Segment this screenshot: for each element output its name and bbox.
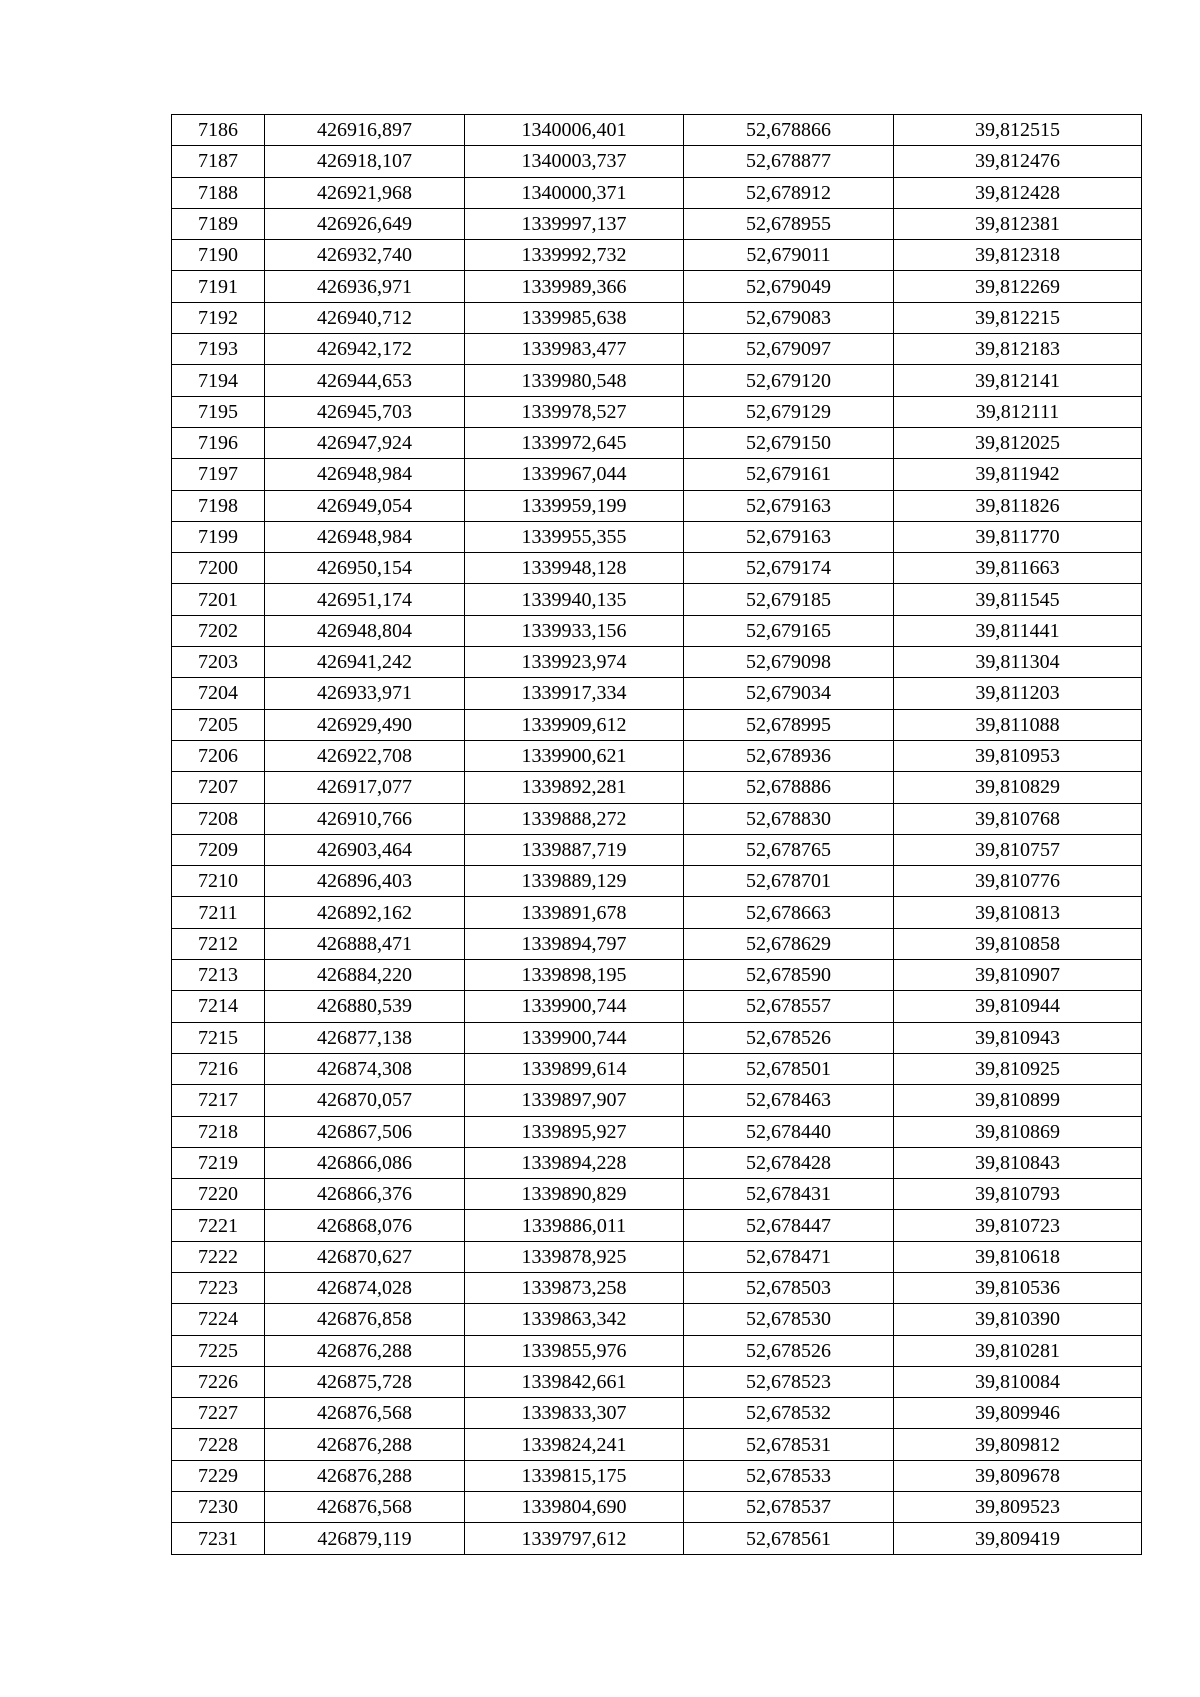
point-number-cell: 7196 — [172, 427, 265, 458]
table-row — [172, 960, 1142, 991]
point-number-cell: 7198 — [172, 490, 265, 521]
point-number-cell: 7190 — [172, 240, 265, 271]
point-number-cell: 7191 — [172, 271, 265, 302]
point-number-cell: 7217 — [172, 1085, 265, 1116]
table-row — [172, 1492, 1142, 1523]
x-coordinate-cell: 426876,568 — [265, 1492, 465, 1523]
point-number-cell: 7203 — [172, 647, 265, 678]
longitude-cell: 39,809523 — [894, 1492, 1142, 1523]
y-coordinate-cell: 1339933,156 — [465, 615, 684, 646]
table-row — [172, 1053, 1142, 1084]
longitude-cell: 39,811088 — [894, 709, 1142, 740]
table-row — [172, 1398, 1142, 1429]
table-row — [172, 459, 1142, 490]
x-coordinate-cell: 426866,086 — [265, 1147, 465, 1178]
y-coordinate-cell: 1339955,355 — [465, 521, 684, 552]
longitude-cell: 39,812269 — [894, 271, 1142, 302]
latitude-cell: 52,679163 — [684, 521, 894, 552]
latitude-cell: 52,679185 — [684, 584, 894, 615]
y-coordinate-cell: 1339917,334 — [465, 678, 684, 709]
point-number-cell: 7211 — [172, 897, 265, 928]
latitude-cell: 52,678866 — [684, 115, 894, 146]
x-coordinate-cell: 426929,490 — [265, 709, 465, 740]
x-coordinate-cell: 426910,766 — [265, 803, 465, 834]
point-number-cell: 7204 — [172, 678, 265, 709]
x-coordinate-cell: 426879,119 — [265, 1523, 465, 1554]
table-row — [172, 1460, 1142, 1491]
table-row — [172, 678, 1142, 709]
x-coordinate-cell: 426918,107 — [265, 146, 465, 177]
latitude-cell: 52,678877 — [684, 146, 894, 177]
y-coordinate-cell: 1339948,128 — [465, 553, 684, 584]
y-coordinate-cell: 1339980,548 — [465, 365, 684, 396]
latitude-cell: 52,678428 — [684, 1147, 894, 1178]
latitude-cell: 52,679049 — [684, 271, 894, 302]
table-row — [172, 1179, 1142, 1210]
table-row — [172, 1210, 1142, 1241]
longitude-cell: 39,810723 — [894, 1210, 1142, 1241]
latitude-cell: 52,678530 — [684, 1304, 894, 1335]
point-number-cell: 7231 — [172, 1523, 265, 1554]
point-number-cell: 7209 — [172, 834, 265, 865]
point-number-cell: 7187 — [172, 146, 265, 177]
latitude-cell: 52,678532 — [684, 1398, 894, 1429]
table-row — [172, 302, 1142, 333]
table-row — [172, 866, 1142, 897]
longitude-cell: 39,812515 — [894, 115, 1142, 146]
table-row — [172, 803, 1142, 834]
table-row — [172, 396, 1142, 427]
y-coordinate-cell: 1339842,661 — [465, 1366, 684, 1397]
y-coordinate-cell: 1339899,614 — [465, 1053, 684, 1084]
point-number-cell: 7207 — [172, 772, 265, 803]
latitude-cell: 52,679097 — [684, 334, 894, 365]
point-number-cell: 7213 — [172, 960, 265, 991]
latitude-cell: 52,678557 — [684, 991, 894, 1022]
point-number-cell: 7216 — [172, 1053, 265, 1084]
point-number-cell: 7205 — [172, 709, 265, 740]
x-coordinate-cell: 426876,568 — [265, 1398, 465, 1429]
table-row — [172, 1429, 1142, 1460]
y-coordinate-cell: 1339923,974 — [465, 647, 684, 678]
x-coordinate-cell: 426940,712 — [265, 302, 465, 333]
longitude-cell: 39,812476 — [894, 146, 1142, 177]
point-number-cell: 7214 — [172, 991, 265, 1022]
latitude-cell: 52,678886 — [684, 772, 894, 803]
latitude-cell: 52,678431 — [684, 1179, 894, 1210]
point-number-cell: 7192 — [172, 302, 265, 333]
table-row — [172, 1241, 1142, 1272]
y-coordinate-cell: 1339900,621 — [465, 740, 684, 771]
x-coordinate-cell: 426867,506 — [265, 1116, 465, 1147]
y-coordinate-cell: 1339898,195 — [465, 960, 684, 991]
table-row — [172, 772, 1142, 803]
y-coordinate-cell: 1340006,401 — [465, 115, 684, 146]
y-coordinate-cell: 1339894,797 — [465, 928, 684, 959]
latitude-cell: 52,679098 — [684, 647, 894, 678]
x-coordinate-cell: 426874,028 — [265, 1272, 465, 1303]
y-coordinate-cell: 1339855,976 — [465, 1335, 684, 1366]
latitude-cell: 52,678503 — [684, 1272, 894, 1303]
longitude-cell: 39,809946 — [894, 1398, 1142, 1429]
y-coordinate-cell: 1339873,258 — [465, 1272, 684, 1303]
y-coordinate-cell: 1339967,044 — [465, 459, 684, 490]
y-coordinate-cell: 1339895,927 — [465, 1116, 684, 1147]
x-coordinate-cell: 426876,288 — [265, 1460, 465, 1491]
y-coordinate-cell: 1340003,737 — [465, 146, 684, 177]
table-row — [172, 1304, 1142, 1335]
table-row — [172, 1147, 1142, 1178]
longitude-cell: 39,810813 — [894, 897, 1142, 928]
table-row — [172, 208, 1142, 239]
longitude-cell: 39,810869 — [894, 1116, 1142, 1147]
x-coordinate-cell: 426936,971 — [265, 271, 465, 302]
longitude-cell: 39,812215 — [894, 302, 1142, 333]
table-row — [172, 897, 1142, 928]
x-coordinate-cell: 426948,804 — [265, 615, 465, 646]
latitude-cell: 52,678526 — [684, 1022, 894, 1053]
point-number-cell: 7200 — [172, 553, 265, 584]
table-row — [172, 177, 1142, 208]
y-coordinate-cell: 1339978,527 — [465, 396, 684, 427]
x-coordinate-cell: 426949,054 — [265, 490, 465, 521]
y-coordinate-cell: 1339863,342 — [465, 1304, 684, 1335]
table-row — [172, 740, 1142, 771]
y-coordinate-cell: 1339897,907 — [465, 1085, 684, 1116]
x-coordinate-cell: 426875,728 — [265, 1366, 465, 1397]
point-number-cell: 7220 — [172, 1179, 265, 1210]
x-coordinate-cell: 426926,649 — [265, 208, 465, 239]
latitude-cell: 52,679129 — [684, 396, 894, 427]
longitude-cell: 39,810757 — [894, 834, 1142, 865]
x-coordinate-cell: 426888,471 — [265, 928, 465, 959]
longitude-cell: 39,810793 — [894, 1179, 1142, 1210]
y-coordinate-cell: 1339887,719 — [465, 834, 684, 865]
longitude-cell: 39,810776 — [894, 866, 1142, 897]
latitude-cell: 52,678936 — [684, 740, 894, 771]
longitude-cell: 39,810768 — [894, 803, 1142, 834]
longitude-cell: 39,810084 — [894, 1366, 1142, 1397]
point-number-cell: 7222 — [172, 1241, 265, 1272]
y-coordinate-cell: 1339972,645 — [465, 427, 684, 458]
longitude-cell: 39,812318 — [894, 240, 1142, 271]
x-coordinate-cell: 426951,174 — [265, 584, 465, 615]
point-number-cell: 7219 — [172, 1147, 265, 1178]
longitude-cell: 39,810953 — [894, 740, 1142, 771]
point-number-cell: 7230 — [172, 1492, 265, 1523]
latitude-cell: 52,679120 — [684, 365, 894, 396]
longitude-cell: 39,812428 — [894, 177, 1142, 208]
x-coordinate-cell: 426874,308 — [265, 1053, 465, 1084]
longitude-cell: 39,809419 — [894, 1523, 1142, 1554]
x-coordinate-cell: 426942,172 — [265, 334, 465, 365]
x-coordinate-cell: 426876,858 — [265, 1304, 465, 1335]
table-row — [172, 115, 1142, 146]
point-number-cell: 7228 — [172, 1429, 265, 1460]
longitude-cell: 39,810925 — [894, 1053, 1142, 1084]
point-number-cell: 7210 — [172, 866, 265, 897]
y-coordinate-cell: 1339804,690 — [465, 1492, 684, 1523]
table-row — [172, 1116, 1142, 1147]
longitude-cell: 39,810858 — [894, 928, 1142, 959]
longitude-cell: 39,812025 — [894, 427, 1142, 458]
table-row — [172, 709, 1142, 740]
x-coordinate-cell: 426896,403 — [265, 866, 465, 897]
point-number-cell: 7202 — [172, 615, 265, 646]
latitude-cell: 52,678537 — [684, 1492, 894, 1523]
table-row — [172, 1335, 1142, 1366]
table-row — [172, 1366, 1142, 1397]
latitude-cell: 52,678561 — [684, 1523, 894, 1554]
latitude-cell: 52,679165 — [684, 615, 894, 646]
latitude-cell: 52,678533 — [684, 1460, 894, 1491]
longitude-cell: 39,811203 — [894, 678, 1142, 709]
point-number-cell: 7218 — [172, 1116, 265, 1147]
longitude-cell: 39,812141 — [894, 365, 1142, 396]
table-row — [172, 834, 1142, 865]
y-coordinate-cell: 1339886,011 — [465, 1210, 684, 1241]
x-coordinate-cell: 426941,242 — [265, 647, 465, 678]
longitude-cell: 39,810943 — [894, 1022, 1142, 1053]
y-coordinate-cell: 1339900,744 — [465, 991, 684, 1022]
point-number-cell: 7189 — [172, 208, 265, 239]
point-number-cell: 7195 — [172, 396, 265, 427]
x-coordinate-cell: 426884,220 — [265, 960, 465, 991]
x-coordinate-cell: 426948,984 — [265, 459, 465, 490]
point-number-cell: 7215 — [172, 1022, 265, 1053]
longitude-cell: 39,811663 — [894, 553, 1142, 584]
longitude-cell: 39,811545 — [894, 584, 1142, 615]
x-coordinate-cell: 426870,057 — [265, 1085, 465, 1116]
longitude-cell: 39,811770 — [894, 521, 1142, 552]
point-number-cell: 7186 — [172, 115, 265, 146]
point-number-cell: 7212 — [172, 928, 265, 959]
y-coordinate-cell: 1339989,366 — [465, 271, 684, 302]
y-coordinate-cell: 1339983,477 — [465, 334, 684, 365]
x-coordinate-cell: 426950,154 — [265, 553, 465, 584]
y-coordinate-cell: 1339997,137 — [465, 208, 684, 239]
y-coordinate-cell: 1339940,135 — [465, 584, 684, 615]
longitude-cell: 39,810536 — [894, 1272, 1142, 1303]
coordinates-table-body — [172, 115, 1142, 1555]
point-number-cell: 7193 — [172, 334, 265, 365]
table-row — [172, 928, 1142, 959]
longitude-cell: 39,811441 — [894, 615, 1142, 646]
point-number-cell: 7229 — [172, 1460, 265, 1491]
table-row — [172, 553, 1142, 584]
y-coordinate-cell: 1339985,638 — [465, 302, 684, 333]
latitude-cell: 52,679163 — [684, 490, 894, 521]
x-coordinate-cell: 426947,924 — [265, 427, 465, 458]
latitude-cell: 52,679034 — [684, 678, 894, 709]
point-number-cell: 7199 — [172, 521, 265, 552]
point-number-cell: 7197 — [172, 459, 265, 490]
y-coordinate-cell: 1339892,281 — [465, 772, 684, 803]
latitude-cell: 52,678523 — [684, 1366, 894, 1397]
latitude-cell: 52,678501 — [684, 1053, 894, 1084]
longitude-cell: 39,809678 — [894, 1460, 1142, 1491]
latitude-cell: 52,679174 — [684, 553, 894, 584]
y-coordinate-cell: 1339889,129 — [465, 866, 684, 897]
point-number-cell: 7223 — [172, 1272, 265, 1303]
point-number-cell: 7227 — [172, 1398, 265, 1429]
y-coordinate-cell: 1339890,829 — [465, 1179, 684, 1210]
longitude-cell: 39,809812 — [894, 1429, 1142, 1460]
table-row — [172, 1523, 1142, 1554]
y-coordinate-cell: 1339888,272 — [465, 803, 684, 834]
longitude-cell: 39,811826 — [894, 490, 1142, 521]
y-coordinate-cell: 1339878,925 — [465, 1241, 684, 1272]
latitude-cell: 52,678471 — [684, 1241, 894, 1272]
y-coordinate-cell: 1339797,612 — [465, 1523, 684, 1554]
x-coordinate-cell: 426916,897 — [265, 115, 465, 146]
latitude-cell: 52,678590 — [684, 960, 894, 991]
table-row — [172, 1085, 1142, 1116]
x-coordinate-cell: 426932,740 — [265, 240, 465, 271]
table-row — [172, 490, 1142, 521]
longitude-cell: 39,810899 — [894, 1085, 1142, 1116]
longitude-cell: 39,810390 — [894, 1304, 1142, 1335]
table-row — [172, 615, 1142, 646]
latitude-cell: 52,678463 — [684, 1085, 894, 1116]
latitude-cell: 52,678765 — [684, 834, 894, 865]
y-coordinate-cell: 1339900,744 — [465, 1022, 684, 1053]
x-coordinate-cell: 426933,971 — [265, 678, 465, 709]
longitude-cell: 39,810944 — [894, 991, 1142, 1022]
table-row — [172, 647, 1142, 678]
table-row — [172, 427, 1142, 458]
x-coordinate-cell: 426948,984 — [265, 521, 465, 552]
x-coordinate-cell: 426866,376 — [265, 1179, 465, 1210]
latitude-cell: 52,678526 — [684, 1335, 894, 1366]
y-coordinate-cell: 1339891,678 — [465, 897, 684, 928]
table-row — [172, 146, 1142, 177]
point-number-cell: 7226 — [172, 1366, 265, 1397]
longitude-cell: 39,810618 — [894, 1241, 1142, 1272]
latitude-cell: 52,678955 — [684, 208, 894, 239]
x-coordinate-cell: 426922,708 — [265, 740, 465, 771]
point-number-cell: 7188 — [172, 177, 265, 208]
point-number-cell: 7225 — [172, 1335, 265, 1366]
point-number-cell: 7194 — [172, 365, 265, 396]
latitude-cell: 52,678531 — [684, 1429, 894, 1460]
table-row — [172, 365, 1142, 396]
table-row — [172, 1022, 1142, 1053]
latitude-cell: 52,679161 — [684, 459, 894, 490]
point-number-cell: 7224 — [172, 1304, 265, 1335]
longitude-cell: 39,811304 — [894, 647, 1142, 678]
y-coordinate-cell: 1339815,175 — [465, 1460, 684, 1491]
longitude-cell: 39,810843 — [894, 1147, 1142, 1178]
latitude-cell: 52,678629 — [684, 928, 894, 959]
x-coordinate-cell: 426868,076 — [265, 1210, 465, 1241]
longitude-cell: 39,810907 — [894, 960, 1142, 991]
longitude-cell: 39,812183 — [894, 334, 1142, 365]
y-coordinate-cell: 1339824,241 — [465, 1429, 684, 1460]
latitude-cell: 52,678440 — [684, 1116, 894, 1147]
latitude-cell: 52,679011 — [684, 240, 894, 271]
x-coordinate-cell: 426917,077 — [265, 772, 465, 803]
table-row — [172, 584, 1142, 615]
longitude-cell: 39,812111 — [894, 396, 1142, 427]
table-row — [172, 1272, 1142, 1303]
latitude-cell: 52,678663 — [684, 897, 894, 928]
x-coordinate-cell: 426880,539 — [265, 991, 465, 1022]
latitude-cell: 52,679083 — [684, 302, 894, 333]
x-coordinate-cell: 426903,464 — [265, 834, 465, 865]
x-coordinate-cell: 426945,703 — [265, 396, 465, 427]
latitude-cell: 52,678912 — [684, 177, 894, 208]
latitude-cell: 52,678995 — [684, 709, 894, 740]
x-coordinate-cell: 426870,627 — [265, 1241, 465, 1272]
table-row — [172, 334, 1142, 365]
x-coordinate-cell: 426876,288 — [265, 1335, 465, 1366]
point-number-cell: 7208 — [172, 803, 265, 834]
y-coordinate-cell: 1339833,307 — [465, 1398, 684, 1429]
longitude-cell: 39,810829 — [894, 772, 1142, 803]
longitude-cell: 39,812381 — [894, 208, 1142, 239]
table-row — [172, 991, 1142, 1022]
latitude-cell: 52,679150 — [684, 427, 894, 458]
longitude-cell: 39,811942 — [894, 459, 1142, 490]
latitude-cell: 52,678447 — [684, 1210, 894, 1241]
y-coordinate-cell: 1339894,228 — [465, 1147, 684, 1178]
x-coordinate-cell: 426944,653 — [265, 365, 465, 396]
y-coordinate-cell: 1340000,371 — [465, 177, 684, 208]
table-row — [172, 521, 1142, 552]
x-coordinate-cell: 426892,162 — [265, 897, 465, 928]
point-number-cell: 7201 — [172, 584, 265, 615]
x-coordinate-cell: 426877,138 — [265, 1022, 465, 1053]
table-row — [172, 240, 1142, 271]
coordinates-table — [171, 114, 1142, 1555]
y-coordinate-cell: 1339909,612 — [465, 709, 684, 740]
y-coordinate-cell: 1339959,199 — [465, 490, 684, 521]
x-coordinate-cell: 426921,968 — [265, 177, 465, 208]
x-coordinate-cell: 426876,288 — [265, 1429, 465, 1460]
latitude-cell: 52,678830 — [684, 803, 894, 834]
latitude-cell: 52,678701 — [684, 866, 894, 897]
point-number-cell: 7206 — [172, 740, 265, 771]
table-row — [172, 271, 1142, 302]
point-number-cell: 7221 — [172, 1210, 265, 1241]
y-coordinate-cell: 1339992,732 — [465, 240, 684, 271]
longitude-cell: 39,810281 — [894, 1335, 1142, 1366]
